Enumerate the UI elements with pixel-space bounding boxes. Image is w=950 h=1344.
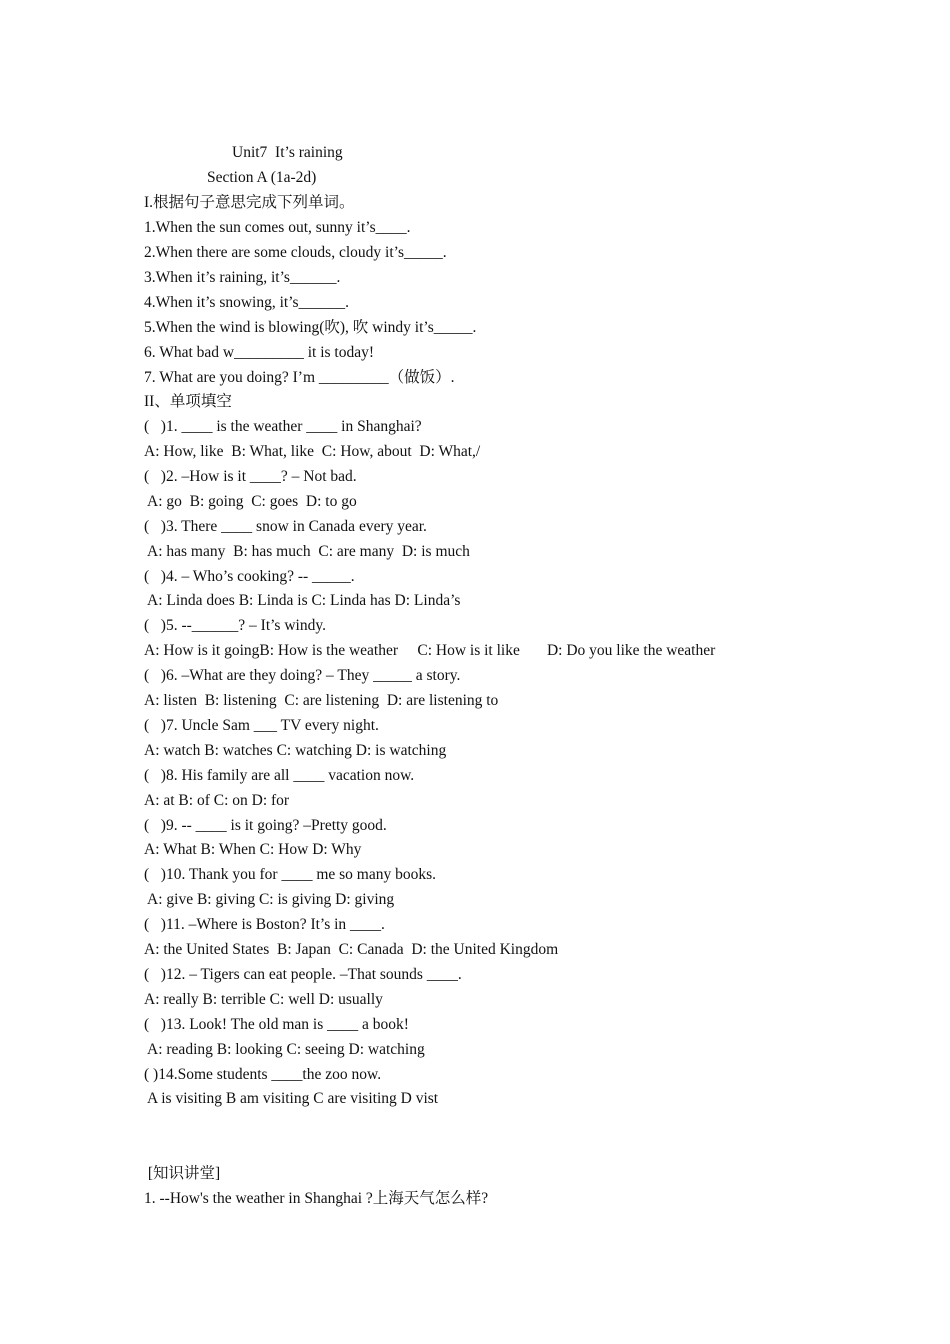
knowledge-heading: [知识讲堂] [144, 1165, 221, 1182]
question-3: ( )3. There ____ snow in Canada every year. [144, 518, 427, 535]
options-8: A: at B: of C: on D: for [144, 792, 290, 809]
options-10: A: give B: giving C: is giving D: giving [144, 891, 395, 908]
section-subtitle: Section A (1a-2d) [207, 169, 317, 186]
question-5: ( )5. --______? – It’s windy. [144, 617, 326, 634]
question-2: ( )2. –How is it ____? – Not bad. [144, 468, 357, 485]
options-12: A: really B: terrible C: well D: usually [144, 991, 383, 1008]
options-1: A: How, like B: What, like C: How, about D: What,/ [144, 443, 481, 460]
question-11: ( )11. –Where is Boston? It’s in ____. [144, 916, 385, 933]
knowledge-item-1: 1. --How's the weather in Shanghai ?上海天气怎么样? [144, 1190, 489, 1207]
section1-item-2: 2.When there are some clouds, cloudy it’s_____. [144, 244, 447, 261]
question-10: ( )10. Thank you for ____ me so many books. [144, 866, 437, 883]
question-8: ( )8. His family are all ____ vacation now. [144, 767, 415, 784]
options-4: A: Linda does B: Linda is C: Linda has D: Linda’s [144, 592, 461, 609]
options-14: A is visiting B am visiting C are visiting D vist [144, 1090, 439, 1107]
options-9: A: What B: When C: How D: Why [144, 841, 362, 858]
question-14: ( )14.Some students ____the zoo now. [144, 1066, 382, 1083]
question-1: ( )1. ____ is the weather ____ in Shanghai? [144, 418, 422, 435]
options-11: A: the United States B: Japan C: Canada D: the United Kingdom [144, 941, 559, 958]
question-12: ( )12. – Tigers can eat people. –That sounds ____. [144, 966, 462, 983]
section1-item-6: 6. What bad w_________ it is today! [144, 344, 375, 361]
options-5: A: How is it goingB: How is the weather C: How is it like D: Do you like the weather [144, 642, 716, 659]
options-13: A: reading B: looking C: seeing D: watching [144, 1041, 425, 1058]
question-13: ( )13. Look! The old man is ____ a book! [144, 1016, 409, 1033]
section1-item-1: 1.When the sun comes out, sunny it’s____. [144, 219, 411, 236]
options-6: A: listen B: listening C: are listening D: are listening to [144, 692, 499, 709]
section1-item-4: 4.When it’s snowing, it’s______. [144, 294, 349, 311]
question-6: ( )6. –What are they doing? – They _____ a story. [144, 667, 461, 684]
section1-item-3: 3.When it’s raining, it’s______. [144, 269, 341, 286]
options-2: A: go B: going C: goes D: to go [144, 493, 357, 510]
question-4: ( )4. – Who’s cooking? -- _____. [144, 568, 355, 585]
options-3: A: has many B: has much C: are many D: is much [144, 543, 470, 560]
options-7: A: watch B: watches C: watching D: is watching [144, 742, 447, 759]
section1-heading: I.根据句子意思完成下列单词。 [144, 194, 355, 211]
section2-heading: II、单项填空 [144, 393, 232, 410]
section1-item-5: 5.When the wind is blowing(吹), 吹 windy it’s_____. [144, 319, 477, 336]
page-title: Unit7 It’s raining [232, 144, 343, 161]
section1-item-7: 7. What are you doing? I’m _________（做饭）. [144, 369, 455, 386]
question-9: ( )9. -- ____ is it going? –Pretty good. [144, 817, 387, 834]
question-7: ( )7. Uncle Sam ___ TV every night. [144, 717, 379, 734]
